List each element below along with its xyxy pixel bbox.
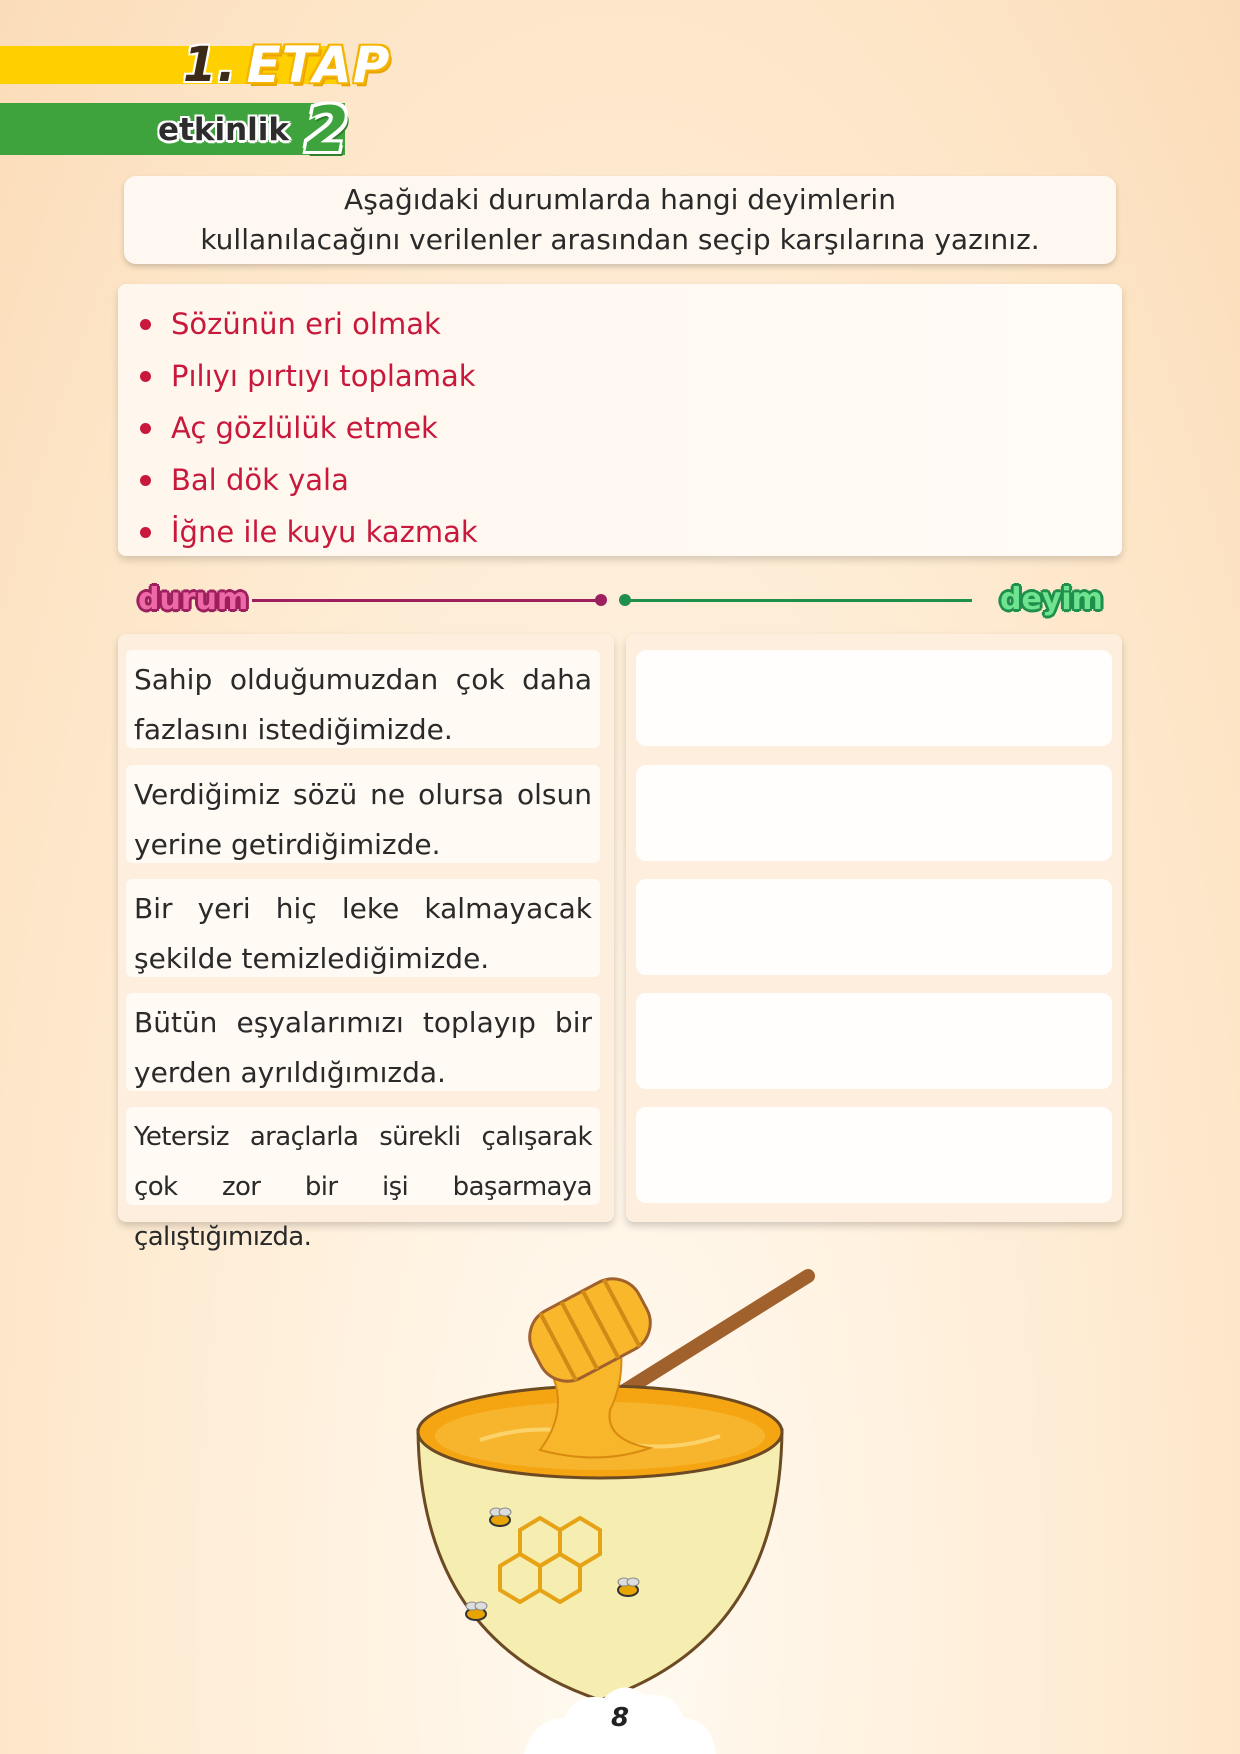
durum-divider-dot — [595, 594, 607, 606]
answers-column — [626, 634, 1122, 1222]
situation-cell: Yetersiz araçlarla sürekli çalışarak çok zor bir işi başarmaya çalıştığımızda. — [126, 1107, 600, 1205]
situation-cell: Bütün eşyalarımızı toplayıp bir yerden ayrıldığımızda. — [126, 993, 600, 1091]
idiom-option — [138, 350, 1122, 402]
etap-number: 1. — [183, 37, 237, 93]
answer-field[interactable] — [636, 650, 1112, 746]
durum-header: durum — [138, 582, 249, 617]
etkinlik-title — [158, 93, 349, 166]
etkinlik-number: 2 — [305, 93, 349, 166]
instruction-line-1: Aşağıdaki durumlarda hangi deyimlerin — [344, 183, 896, 216]
bee-icon — [618, 1578, 639, 1596]
idiom-option-text: İğne ile kuyu kazmak — [171, 515, 478, 549]
idiom-option-text: Bal dök yala — [171, 463, 349, 497]
durum-divider-line — [252, 599, 598, 602]
idiom-option-text: Pılıyı pırtıyı toplamak — [171, 359, 476, 393]
bullet-icon — [140, 527, 151, 538]
situations-column — [118, 634, 614, 1252]
idiom-option — [138, 298, 1122, 350]
etap-text: ETAP — [246, 36, 391, 94]
bullet-icon — [140, 371, 151, 382]
answer-field[interactable] — [636, 993, 1112, 1089]
deyim-header: deyim — [1000, 582, 1103, 617]
idiom-options-list — [138, 298, 1122, 558]
answer-field[interactable] — [636, 765, 1112, 861]
deyim-divider-line — [626, 599, 972, 602]
instruction-line-2: kullanılacağını verilenler arasından seçip karşılarına yazınız. — [200, 223, 1040, 256]
bullet-icon — [140, 423, 151, 434]
idiom-option — [138, 454, 1122, 506]
situation-cell: Sahip olduğumuzdan çok daha fazlasını istediğimizde. — [126, 650, 600, 748]
etap-title — [183, 36, 390, 94]
instruction-box — [124, 176, 1116, 264]
answer-field[interactable] — [636, 879, 1112, 975]
idiom-option — [138, 402, 1122, 454]
bee-icon — [466, 1602, 487, 1620]
idiom-option-text: Aç gözlülük etmek — [171, 411, 438, 445]
bullet-icon — [140, 475, 151, 486]
page-number: 8 — [610, 1703, 630, 1733]
bee-icon — [490, 1508, 511, 1526]
etkinlik-text: etkinlik — [158, 112, 290, 148]
answer-field[interactable] — [636, 1107, 1112, 1203]
idiom-option — [138, 506, 1122, 558]
idiom-option-text: Sözünün eri olmak — [171, 307, 441, 341]
situation-cell: Bir yeri hiç leke kalmayacak şekilde temizlediğimizde. — [126, 879, 600, 977]
situation-cell: Verdiğimiz sözü ne olursa olsun yerine getirdiğimizde. — [126, 765, 600, 863]
idiom-options-box — [118, 284, 1122, 556]
bullet-icon — [140, 319, 151, 330]
